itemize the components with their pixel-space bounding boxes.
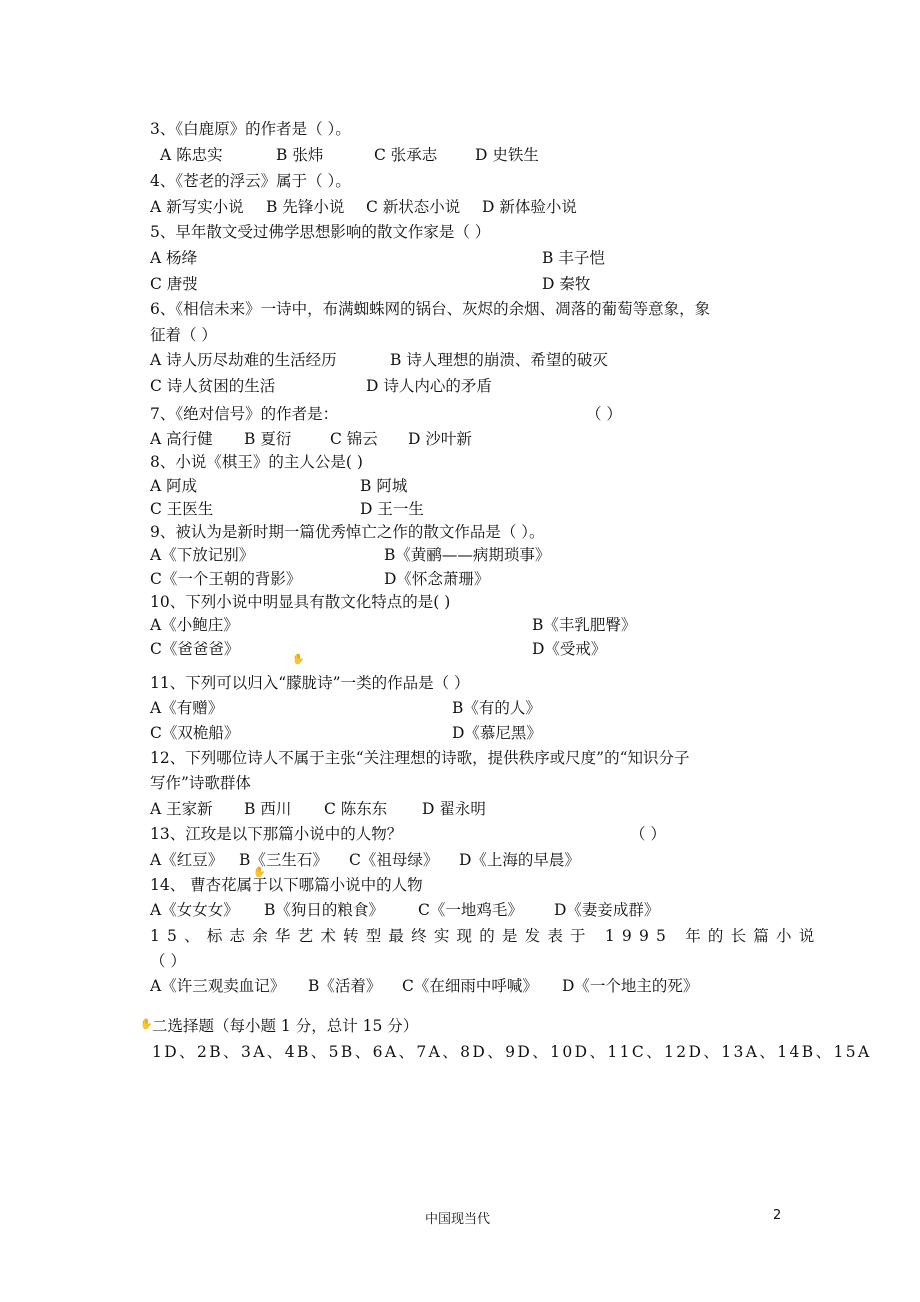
q5-option-a: A 杨绛 [150,249,198,267]
q3-option-a: A 陈忠实 [160,146,223,164]
q10-option-a: A《小鲍庄》 [150,616,239,634]
q13-option-d: D《上海的早晨》 [459,851,580,869]
q4-option-c: C 新状态小说 [366,198,461,216]
q7-option-a: A 高行健 [150,430,213,448]
question-3-stem: 3、《白鹿原》的作者是（ ）。 [150,120,351,138]
scan-artifact-icon: ✋ [140,1019,153,1030]
q12-option-c: C 陈东东 [324,800,388,818]
q4-option-b: B 先锋小说 [266,198,345,216]
q6-option-c: C 诗人贫困的生活 [150,377,276,395]
q12-option-b: B 西川 [244,800,292,818]
q6-option-d: D 诗人内心的矛盾 [366,377,492,395]
q3-option-d: D 史铁生 [475,146,539,164]
q10-option-c: C《爸爸爸》 [150,640,240,658]
q13-option-b: B《三生石》 [239,851,328,869]
q9-option-c: C《一个王朝的背影》 [150,570,302,588]
question-7-stem: 7、《绝对信号》的作者是： [150,405,339,423]
q10-option-d: D《受戒》 [532,640,607,658]
question-6-stem: 6、《相信未来》一诗中，布满蜘蛛网的锅台、灰烬的余烟、凋落的葡萄等意象，象 [150,300,711,318]
question-6-stem-cont: 征着（ ） [150,326,217,344]
question-4-stem: 4、《苍老的浮云》属于（ ）。 [150,172,351,190]
q11-option-b: B《有的人》 [452,699,541,717]
q9-option-a: A《下放记别》 [150,546,255,564]
q7-option-d: D 沙叶新 [408,430,472,448]
question-12-stem-cont: 写作”诗歌群体 [150,774,251,792]
q5-option-b: B 丰子恺 [542,249,605,267]
q11-option-a: A《有赠》 [150,699,224,717]
q8-option-d: D 王一生 [360,500,424,518]
q15-option-d: D《一个地主的死》 [562,977,699,995]
answers-heading: 二选择题（每小题 1 分，总计 15 分） [152,1017,419,1035]
q4-option-d: D 新体验小说 [482,198,577,216]
q11-option-d: D《慕尼黑》 [452,724,542,742]
q14-option-b: B《狗日的粮食》 [264,901,384,919]
question-10-stem: 10、下列小说中明显具有散文化特点的是( ) [150,593,451,611]
q9-option-b: B《黄鹂——病期琐事》 [384,546,551,564]
q10-option-b: B《丰乳肥臀》 [532,616,637,634]
question-5-stem: 5、早年散文受过佛学思想影响的散文作家是（ ） [150,223,491,241]
q7-option-c: C 锦云 [330,430,378,448]
scan-artifact-icon: ✋ [253,867,266,878]
q6-option-b: B 诗人理想的崩溃、希望的破灭 [390,351,608,369]
question-15-stem: 15、标志余华艺术转型最终实现的是发表于 1995 年的长篇小说 [150,927,822,945]
question-11-stem: 11、下列可以归入“朦胧诗”一类的作品是（ ） [150,674,470,692]
q3-option-b: B 张炜 [276,146,324,164]
q14-option-c: C《一地鸡毛》 [418,901,523,919]
question-7-paren: （ ） [586,405,622,423]
q14-option-a: A《女女女》 [150,901,239,919]
q5-option-c: C 唐弢 [150,275,198,293]
q15-option-a: A《许三观卖血记》 [150,977,286,995]
q7-option-b: B 夏衍 [244,430,292,448]
question-12-stem: 12、下列哪位诗人不属于主张“关注理想的诗歌，提供秩序或尺度”的“知识分子 [150,749,690,767]
question-13-stem: 13、江玫是以下那篇小说中的人物？ [150,825,403,843]
q15-option-b: B《活着》 [308,977,382,995]
answers-line: 1D、2B、3A、4B、5B、6A、7A、8D、9D、10D、11C、12D、13A、14B、15A [152,1043,872,1061]
q3-option-c: C 张承志 [374,146,438,164]
q12-option-d: D 翟永明 [422,800,486,818]
q9-option-d: D《怀念萧珊》 [384,570,490,588]
q8-option-a: A 阿成 [150,477,198,495]
question-15-stem-cont: （ ） [150,952,186,970]
question-14-stem: 14、 曹杏花属于以下哪篇小说中的人物 [150,876,423,894]
q8-option-c: C 王医生 [150,500,214,518]
question-8-stem: 8、小说《棋王》的主人公是( ) [150,453,363,471]
q4-option-a: A 新写实小说 [150,198,244,216]
q11-option-c: C《双桅船》 [150,724,240,742]
scan-artifact-icon: ✋ [292,654,305,665]
footer-label: 中国现当代 [425,1212,491,1227]
q13-option-c: C《祖母绿》 [349,851,439,869]
q13-option-a: A《红豆》 [150,851,224,869]
question-13-paren: （ ） [630,825,666,843]
q14-option-d: D《妻妾成群》 [554,901,660,919]
q8-option-b: B 阿城 [360,477,408,495]
q12-option-a: A 王家新 [150,800,213,818]
page-number: 2 [773,1208,782,1223]
q5-option-d: D 秦牧 [542,275,591,293]
question-9-stem: 9、被认为是新时期一篇优秀悼亡之作的散文作品是（ ）。 [150,523,545,541]
q15-option-c: C《在细雨中呼喊》 [402,977,538,995]
q6-option-a: A 诗人历尽劫难的生活经历 [150,351,337,369]
